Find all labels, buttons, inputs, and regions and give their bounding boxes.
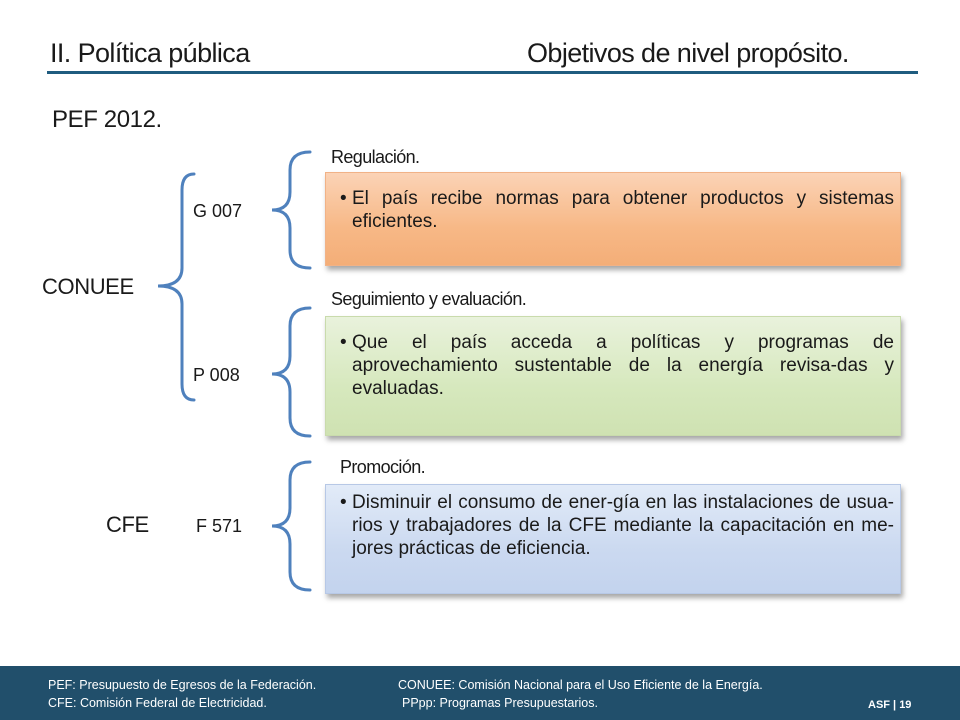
category-seguimiento: Seguimiento y evaluación. [331, 289, 527, 309]
objective-text-g007: El país recibe normas para obtener productos y sistemas eficientes. [352, 188, 894, 232]
category-regulacion: Regulación. [331, 147, 420, 167]
bullet-icon: • [340, 332, 347, 353]
program-code-f571: F 571 [196, 516, 243, 536]
objective-text-f571: Disminuir el consumo de ener-gía en las instalaciones de usua-rios y trabajadores de la CFE mediante la capacitación en me-jores prácticas de eficiencia. [352, 492, 894, 559]
footer-ppp-definition: PPpp: Programas Presupuestarios. [402, 696, 598, 710]
footer-conuee-definition: CONUEE: Comisión Nacional para el Uso Eficiente de la Energía. [398, 678, 763, 692]
objective-box-g007 [325, 172, 901, 266]
conuee-label: CONUEE [42, 274, 134, 299]
program-code-p008: P 008 [193, 365, 240, 385]
footer-pef-definition: PEF: Presupuesto de Egresos de la Federación. [48, 678, 317, 692]
section-title: II. Política pública [50, 38, 250, 68]
p008-brace [272, 308, 310, 436]
cfe-label: CFE [106, 512, 149, 537]
program-code-g007: G 007 [193, 201, 243, 221]
f571-brace [272, 462, 310, 590]
bullet-icon: • [340, 492, 347, 513]
slide-subtitle: Objetivos de nivel propósito. [527, 38, 849, 68]
footer-cfe-definition: CFE: Comisión Federal de Electricidad. [48, 696, 267, 710]
objective-box-p008 [325, 316, 901, 436]
g007-brace [272, 152, 310, 268]
category-promocion: Promoción. [340, 457, 426, 477]
bullet-icon: • [340, 188, 347, 209]
objective-box-f571 [325, 484, 901, 594]
pef-label: PEF 2012. [52, 106, 162, 133]
page-badge: ASF | 19 [868, 699, 912, 711]
conuee-brace [158, 174, 194, 400]
objective-text-p008: Que el país acceda a políticas y programas de aprovechamiento sustentable de la energía revisa-das y evaluadas. [352, 332, 894, 399]
footer-bar [0, 666, 960, 720]
